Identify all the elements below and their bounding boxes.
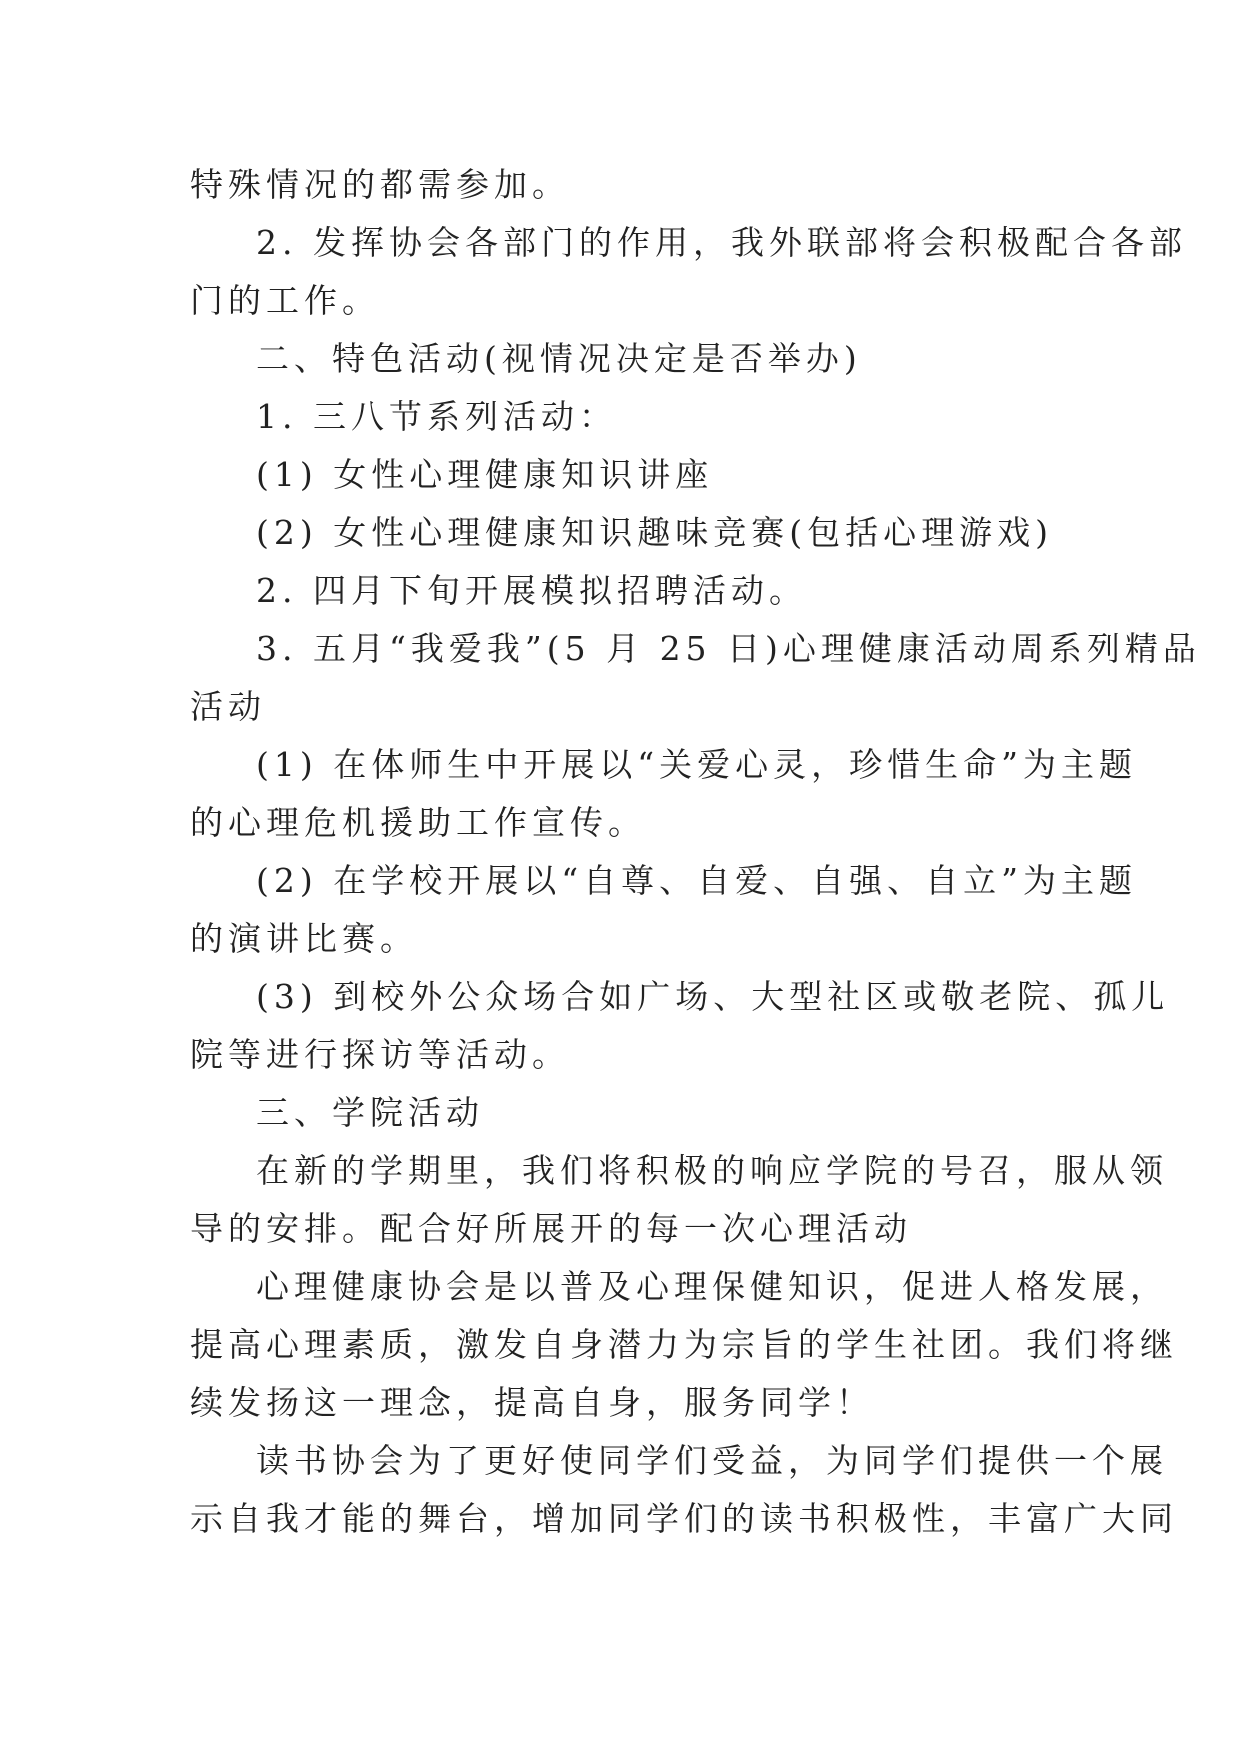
text-line: 心理健康协会是以普及心理保健知识，促进人格发展， <box>256 1267 1168 1306</box>
text-line: (2) 女性心理健康知识趣味竞赛(包括心理游戏) <box>256 513 1053 552</box>
text-line: 2. 四月下旬开展模拟招聘活动。 <box>256 571 807 610</box>
text-line: 活动 <box>190 687 266 726</box>
text-line: 3. 五月“我爱我”(5 月 25 日)心理健康活动周系列精品 <box>256 629 1201 668</box>
text-line: 续发扬这一理念，提高自身，服务同学！ <box>190 1383 874 1422</box>
text-line: 院等进行探访等活动。 <box>190 1035 570 1074</box>
text-line: 门的工作。 <box>190 281 380 320</box>
text-line: 特殊情况的都需参加。 <box>190 165 570 204</box>
section-heading: 二、特色活动(视情况决定是否举办) <box>256 339 862 378</box>
document-body <box>190 156 1201 1548</box>
text-line: 的演讲比赛。 <box>190 919 418 958</box>
text-line: 提高心理素质，激发自身潜力为宗旨的学生社团。我们将继 <box>190 1325 1178 1364</box>
section-heading: 三、学院活动 <box>256 1093 484 1132</box>
text-line: (1) 女性心理健康知识讲座 <box>256 455 714 494</box>
text-line: 读书协会为了更好使同学们受益，为同学们提供一个展 <box>256 1441 1168 1480</box>
text-line: 在新的学期里，我们将积极的响应学院的号召，服从领 <box>256 1151 1168 1190</box>
text-line: (1) 在体师生中开展以“关爱心灵，珍惜生命”为主题 <box>256 745 1137 784</box>
text-line: 2. 发挥协会各部门的作用，我外联部将会积极配合各部 <box>256 223 1187 262</box>
text-line: 示自我才能的舞台，增加同学们的读书积极性，丰富广大同 <box>190 1499 1178 1538</box>
text-line: 1. 三八节系列活动： <box>256 397 617 436</box>
text-line: (2) 在学校开展以“自尊、自爱、自强、自立”为主题 <box>256 861 1137 900</box>
text-line: (3) 到校外公众场合如广场、大型社区或敬老院、孤儿 <box>256 977 1170 1016</box>
text-line: 导的安排。配合好所展开的每一次心理活动 <box>190 1209 912 1248</box>
text-line: 的心理危机援助工作宣传。 <box>190 803 646 842</box>
